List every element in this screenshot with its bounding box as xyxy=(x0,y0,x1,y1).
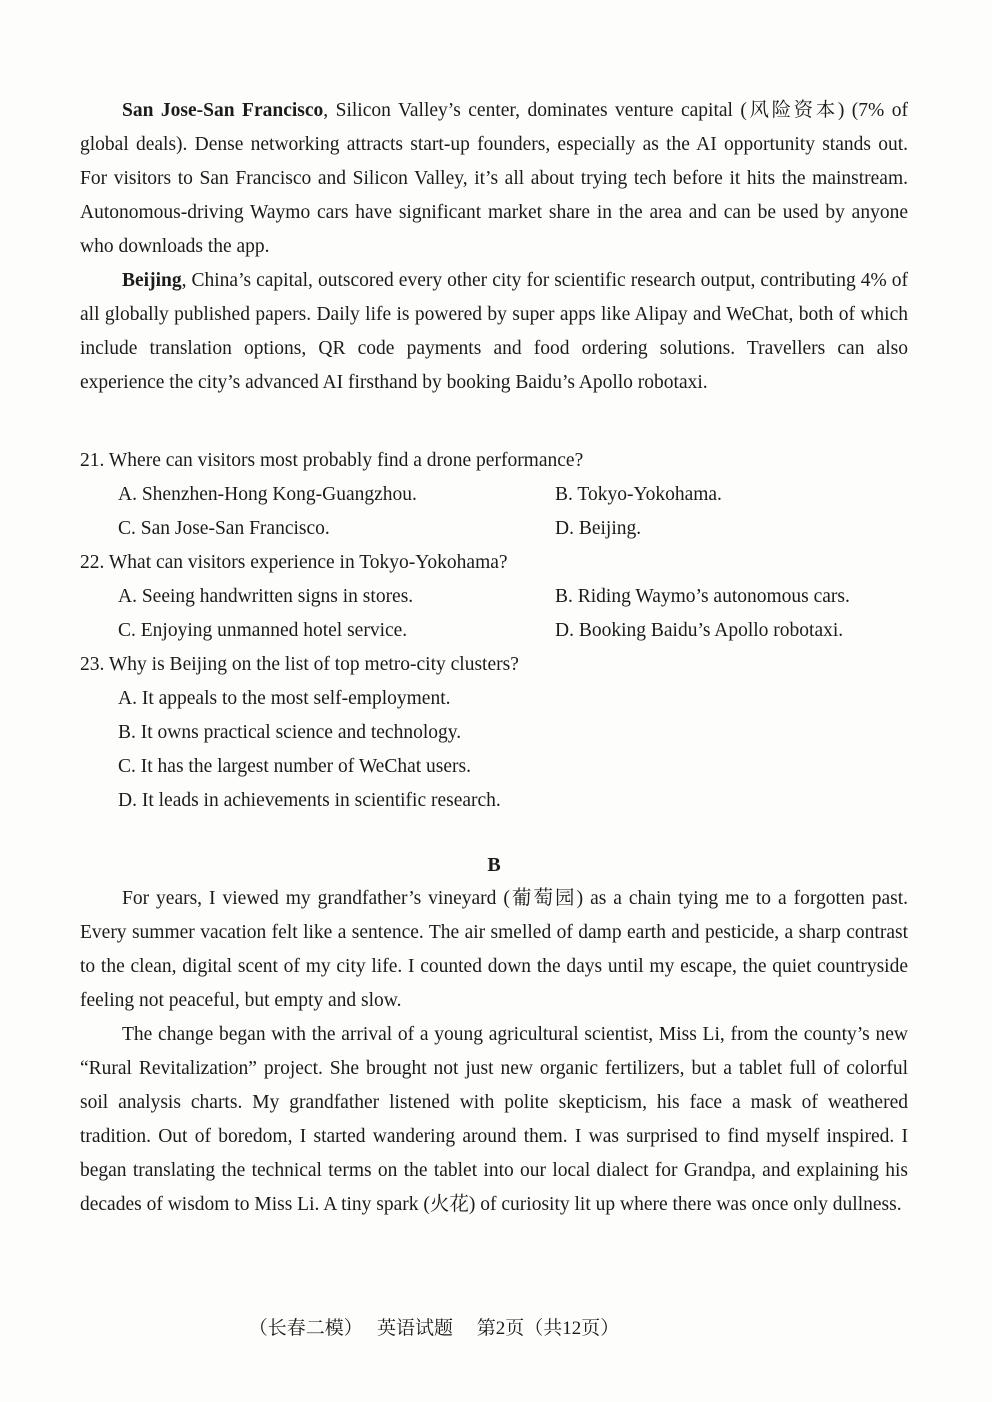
option-22-c: C. Enjoying unmanned hotel service. xyxy=(118,620,408,641)
paragraph-lead-bold: Beijing xyxy=(122,270,182,291)
option-23-b: B. It owns practical science and technology. xyxy=(118,722,462,743)
option-23-c: C. It has the largest number of WeChat users. xyxy=(118,756,471,777)
passage-b xyxy=(80,848,908,1222)
passage-paragraph xyxy=(80,94,908,264)
option-21-d: D. Beijing. xyxy=(555,518,642,539)
passage-paragraph: The change began with the arrival of a young agricultural scientist, Miss Li, from the county’s new “Rural Revitalization” project. She brought not just new organic fertilizers, but a tablet full of colorful soil analysis charts. My grandfather listened with polite skepticism, his face a mask of weathered tradition. Out of boredom, I started wandering around them. I was surprised to find myself inspired. I began translating the technical terms on the tablet into our local dialect for Grandpa, and explaining his decades of wisdom to Miss Li. A tiny spark (火花) of curiosity lit up where there was once only dullness. xyxy=(80,1024,908,1215)
question-21-options xyxy=(80,478,908,546)
option-22-b: B. Riding Waymo’s autonomous cars. xyxy=(555,586,850,607)
passage-paragraph xyxy=(80,264,908,400)
option-21-c: C. San Jose-San Francisco. xyxy=(118,518,330,539)
passage-a xyxy=(80,94,908,400)
paragraph-lead-bold: San Jose-San Francisco xyxy=(122,100,324,121)
page-footer: （长春二模） 英语试题 第2页（共12页） xyxy=(248,1318,620,1339)
question-21-stem: 21. Where can visitors most probably find a drone performance? xyxy=(80,450,584,471)
option-23-d: D. It leads in achievements in scientific research. xyxy=(118,790,501,811)
question-23-stem: 23. Why is Beijing on the list of top metro-city clusters? xyxy=(80,654,519,675)
question-22-stem: 22. What can visitors experience in Tokyo-Yokohama? xyxy=(80,552,508,573)
option-22-d: D. Booking Baidu’s Apollo robotaxi. xyxy=(555,620,844,641)
question-21 xyxy=(80,444,908,546)
question-23-options xyxy=(80,682,908,818)
questions-block xyxy=(80,444,908,818)
option-23-a: A. It appeals to the most self-employment. xyxy=(118,688,451,709)
paragraph-text: , Silicon Valley’s center, dominates venture capital (风险资本) (7% of global deals). Dense networking attracts start-up founders, especially as the AI opportunity stands out. For visitors to San Francisco and Silicon Valley, it’s all about trying tech before it hits the mainstream. Autonomous-driving Waymo cars have significant market share in the area and can be used by anyone who downloads the app. xyxy=(80,100,908,257)
option-21-b: B. Tokyo-Yokohama. xyxy=(555,484,722,505)
option-22-a: A. Seeing handwritten signs in stores. xyxy=(118,586,414,607)
section-b-heading: B xyxy=(487,854,501,876)
paragraph-text: , China’s capital, outscored every other city for scientific research output, contributing 4% of all globally published papers. Daily life is powered by super apps like Alipay and WeChat, both of which include translation options, QR code payments and food ordering solutions. Travellers can also experience the city’s advanced AI firsthand by booking Baidu’s Apollo robotaxi. xyxy=(80,270,908,393)
question-23 xyxy=(80,648,908,818)
option-21-a: A. Shenzhen-Hong Kong-Guangzhou. xyxy=(118,484,417,505)
question-22-options xyxy=(80,580,908,648)
passage-paragraph: For years, I viewed my grandfather’s vineyard (葡萄园) as a chain tying me to a forgotten past. Every summer vacation felt like a sentence. The air smelled of damp earth and pesticide, a sharp contrast to the clean, digital scent of my city life. I counted down the days until my escape, the quiet countryside feeling not peaceful, but empty and slow. xyxy=(80,888,908,1011)
question-22 xyxy=(80,546,908,648)
